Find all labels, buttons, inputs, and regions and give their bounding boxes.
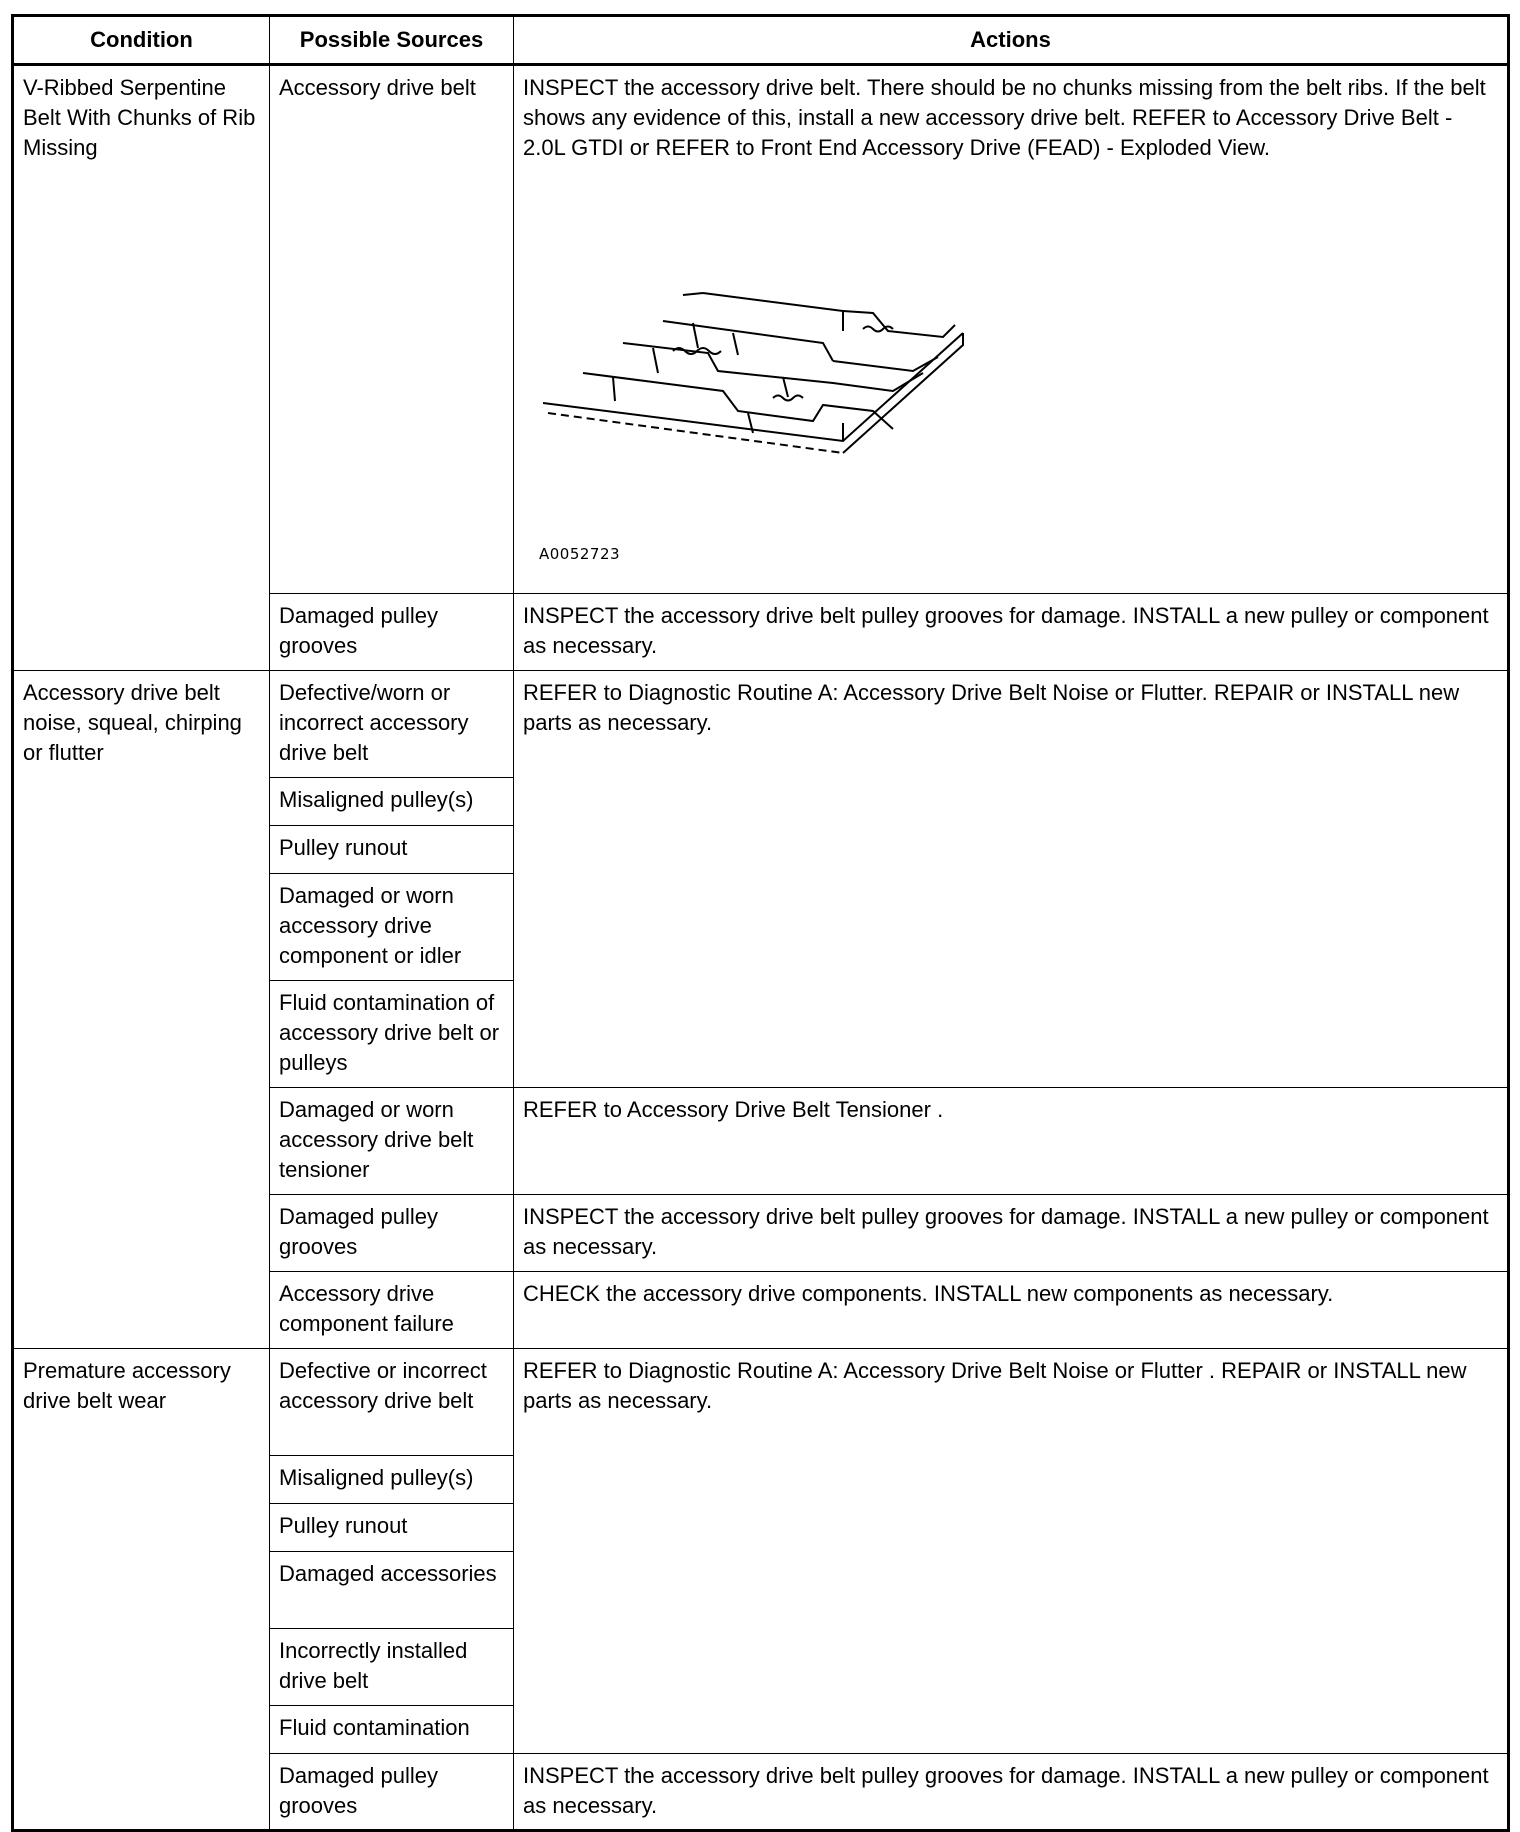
source-cell: Incorrectly installed drive belt bbox=[270, 1629, 514, 1706]
action-cell: INSPECT the accessory drive belt pulley grooves for damage. INSTALL a new pulley or component as necessary. bbox=[514, 1754, 1509, 1831]
action-cell: REFER to Diagnostic Routine A: Accessory Drive Belt Noise or Flutter. REPAIR or INSTALL new parts as necessary. bbox=[514, 671, 1509, 1088]
action-cell: REFER to Diagnostic Routine A: Accessory Drive Belt Noise or Flutter . REPAIR or INSTALL new parts as necessary. bbox=[514, 1349, 1509, 1754]
source-cell: Accessory drive belt bbox=[270, 65, 514, 594]
header-condition: Condition bbox=[13, 16, 270, 65]
source-cell: Accessory drive component failure bbox=[270, 1272, 514, 1349]
source-cell: Damaged pulley grooves bbox=[270, 1195, 514, 1272]
diagnosis-table bbox=[11, 14, 1510, 1832]
figure-id: A0052723 bbox=[539, 545, 621, 563]
condition-cell: Accessory drive belt noise, squeal, chirping or flutter bbox=[13, 671, 270, 1349]
source-cell: Defective or incorrect accessory drive belt bbox=[270, 1349, 514, 1456]
source-cell: Misaligned pulley(s) bbox=[270, 778, 514, 826]
action-cell bbox=[514, 65, 1509, 594]
source-cell: Damaged accessories bbox=[270, 1552, 514, 1629]
table-row bbox=[13, 671, 1509, 778]
source-cell: Pulley runout bbox=[270, 1504, 514, 1552]
header-possible-sources: Possible Sources bbox=[270, 16, 514, 65]
table-row bbox=[13, 1349, 1509, 1456]
source-cell: Pulley runout bbox=[270, 826, 514, 874]
header-actions: Actions bbox=[514, 16, 1509, 65]
table-row bbox=[13, 65, 1509, 594]
source-cell: Misaligned pulley(s) bbox=[270, 1456, 514, 1504]
source-cell: Damaged pulley grooves bbox=[270, 1754, 514, 1831]
ribbed-belt-illustration bbox=[543, 273, 1063, 483]
action-text: INSPECT the accessory drive belt. There should be no chunks missing from the belt ribs. If the belt shows any evidence of this, install a new accessory drive belt. REFER to Accessory Drive Belt - 2.0L GTDI or REFER to Front End Accessory Drive (FEAD) - Exploded View. bbox=[523, 75, 1486, 160]
source-cell: Fluid contamination of accessory drive belt or pulleys bbox=[270, 981, 514, 1088]
belt-figure bbox=[523, 163, 1498, 563]
action-cell: REFER to Accessory Drive Belt Tensioner . bbox=[514, 1088, 1509, 1195]
source-cell: Damaged or worn accessory drive component or idler bbox=[270, 874, 514, 981]
source-cell: Damaged or worn accessory drive belt tensioner bbox=[270, 1088, 514, 1195]
source-cell: Damaged pulley grooves bbox=[270, 594, 514, 671]
header-row bbox=[13, 16, 1509, 65]
action-cell: CHECK the accessory drive components. INSTALL new components as necessary. bbox=[514, 1272, 1509, 1349]
condition-cell: Premature accessory drive belt wear bbox=[13, 1349, 270, 1831]
condition-cell: V-Ribbed Serpentine Belt With Chunks of Rib Missing bbox=[13, 65, 270, 671]
source-cell: Fluid contamination bbox=[270, 1706, 514, 1754]
action-cell: INSPECT the accessory drive belt pulley grooves for damage. INSTALL a new pulley or component as necessary. bbox=[514, 1195, 1509, 1272]
action-cell: INSPECT the accessory drive belt pulley grooves for damage. INSTALL a new pulley or component as necessary. bbox=[514, 594, 1509, 671]
source-cell: Defective/worn or incorrect accessory drive belt bbox=[270, 671, 514, 778]
